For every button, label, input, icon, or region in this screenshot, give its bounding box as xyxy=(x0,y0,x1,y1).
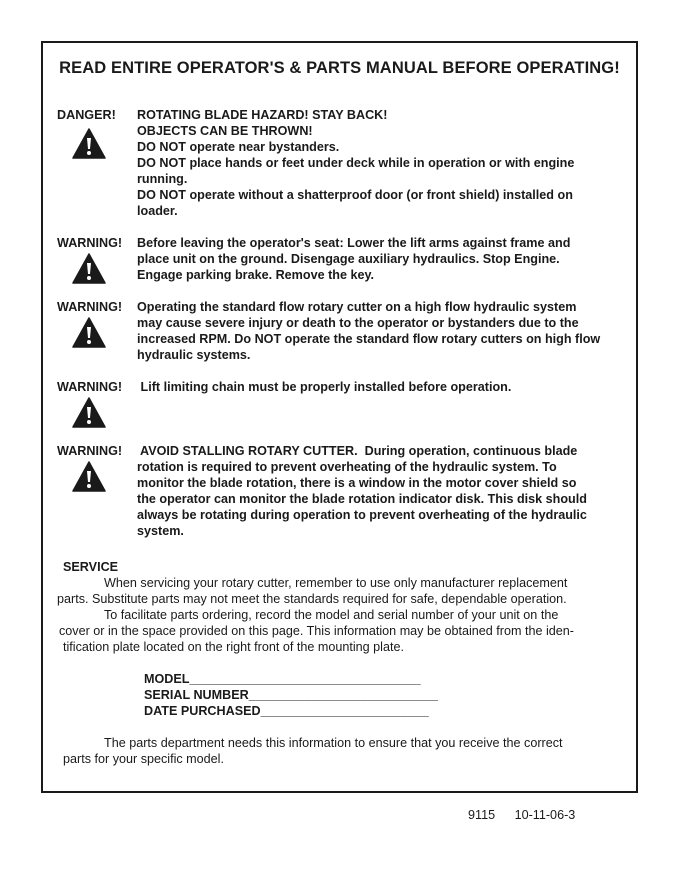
hazard-line: monitor the blade rotation, there is a window in the motor cover shield so xyxy=(137,476,577,490)
service-section xyxy=(57,559,616,655)
hazard-line: DO NOT operate near bystanders. xyxy=(137,140,340,154)
hazard-line: Lift limiting chain must be properly installed before operation. xyxy=(137,380,512,394)
service-line: To facilitate parts ordering, record the model and serial number of your unit on the xyxy=(104,608,559,622)
hazard-line: OBJECTS CAN BE THROWN! xyxy=(137,124,313,138)
page-number: 9115 xyxy=(468,808,496,822)
hazard-text xyxy=(137,299,628,363)
warning-triangle-icon xyxy=(72,317,106,348)
hazard-line: AVOID STALLING ROTARY CUTTER. During operation, continuous blade xyxy=(137,444,578,458)
hazard-label: WARNING! xyxy=(57,444,123,458)
revision-date: 10-11-06-3 xyxy=(514,808,576,822)
closing-paragraph xyxy=(63,735,616,767)
hazard-line: ROTATING BLADE HAZARD! STAY BACK! xyxy=(137,108,388,122)
service-line: cover or in the space provided on this page. This information may be obtained from the iden- xyxy=(59,624,575,638)
hazard-line: increased RPM. Do NOT operate the standard flow rotary cutters on high flow xyxy=(137,332,601,346)
serial-number-field: SERIAL NUMBER___________________________ xyxy=(144,688,438,702)
hazard-text xyxy=(137,235,628,283)
warning-block xyxy=(57,235,628,283)
hazard-line: system. xyxy=(137,524,184,538)
hazard-text xyxy=(137,379,628,395)
hazard-line: hydraulic systems. xyxy=(137,348,251,362)
page-footer xyxy=(468,808,575,822)
hazard-line: DO NOT place hands or feet under deck while in operation or with engine xyxy=(137,156,575,170)
warning-triangle-icon xyxy=(72,128,106,159)
warning-triangle-icon xyxy=(72,397,106,428)
hazard-label: WARNING! xyxy=(57,236,123,250)
hazard-label: DANGER! xyxy=(57,108,116,122)
service-line: When servicing your rotary cutter, remember to use only manufacturer replacement xyxy=(104,576,568,590)
closing-line: parts for your specific model. xyxy=(63,752,224,766)
warning-block xyxy=(57,379,628,427)
date-purchased-field: DATE PURCHASED________________________ xyxy=(144,704,429,718)
closing-line: The parts department needs this information to ensure that you receive the correct xyxy=(104,736,563,750)
warning-triangle-icon xyxy=(72,253,106,284)
hazard-line: Before leaving the operator's seat: Lower the lift arms against frame and xyxy=(137,236,571,250)
warning-block xyxy=(57,299,628,363)
warning-block xyxy=(57,443,628,539)
hazard-text xyxy=(137,107,628,219)
hazard-line: DO NOT operate without a shatterproof door (or front shield) installed on xyxy=(137,188,573,202)
hazard-label: WARNING! xyxy=(57,380,123,394)
hazard-line: loader. xyxy=(137,204,178,218)
service-line: tification plate located on the right front of the mounting plate. xyxy=(63,640,404,654)
hazard-text xyxy=(137,443,628,539)
service-line: parts. Substitute parts may not meet the standards required for safe, dependable operation. xyxy=(57,592,567,606)
warning-triangle-icon xyxy=(72,461,106,492)
model-field: MODEL_________________________________ xyxy=(144,672,421,686)
hazard-label: WARNING! xyxy=(57,300,123,314)
hazard-line: the operator can monitor the blade rotation indicator disk. This disk should xyxy=(137,492,587,506)
hazard-line: place unit on the ground. Disengage auxiliary hydraulics. Stop Engine. xyxy=(137,252,560,266)
record-fields xyxy=(144,671,438,719)
hazard-line: always be rotating during operation to prevent overheating of the hydraulic xyxy=(137,508,587,522)
hazard-line: rotation is required to prevent overheating of the hydraulic system. To xyxy=(137,460,557,474)
service-heading: SERVICE xyxy=(63,560,119,574)
hazard-line: Engage parking brake. Remove the key. xyxy=(137,268,375,282)
danger-block xyxy=(57,107,628,219)
hazard-line: running. xyxy=(137,172,188,186)
page-title: READ ENTIRE OPERATOR'S & PARTS MANUAL BEFORE OPERATING! xyxy=(59,59,620,77)
hazard-line: may cause severe injury or death to the operator or bystanders due to the xyxy=(137,316,579,330)
hazard-line: Operating the standard flow rotary cutter on a high flow hydraulic system xyxy=(137,300,577,314)
notice-frame xyxy=(41,41,638,793)
